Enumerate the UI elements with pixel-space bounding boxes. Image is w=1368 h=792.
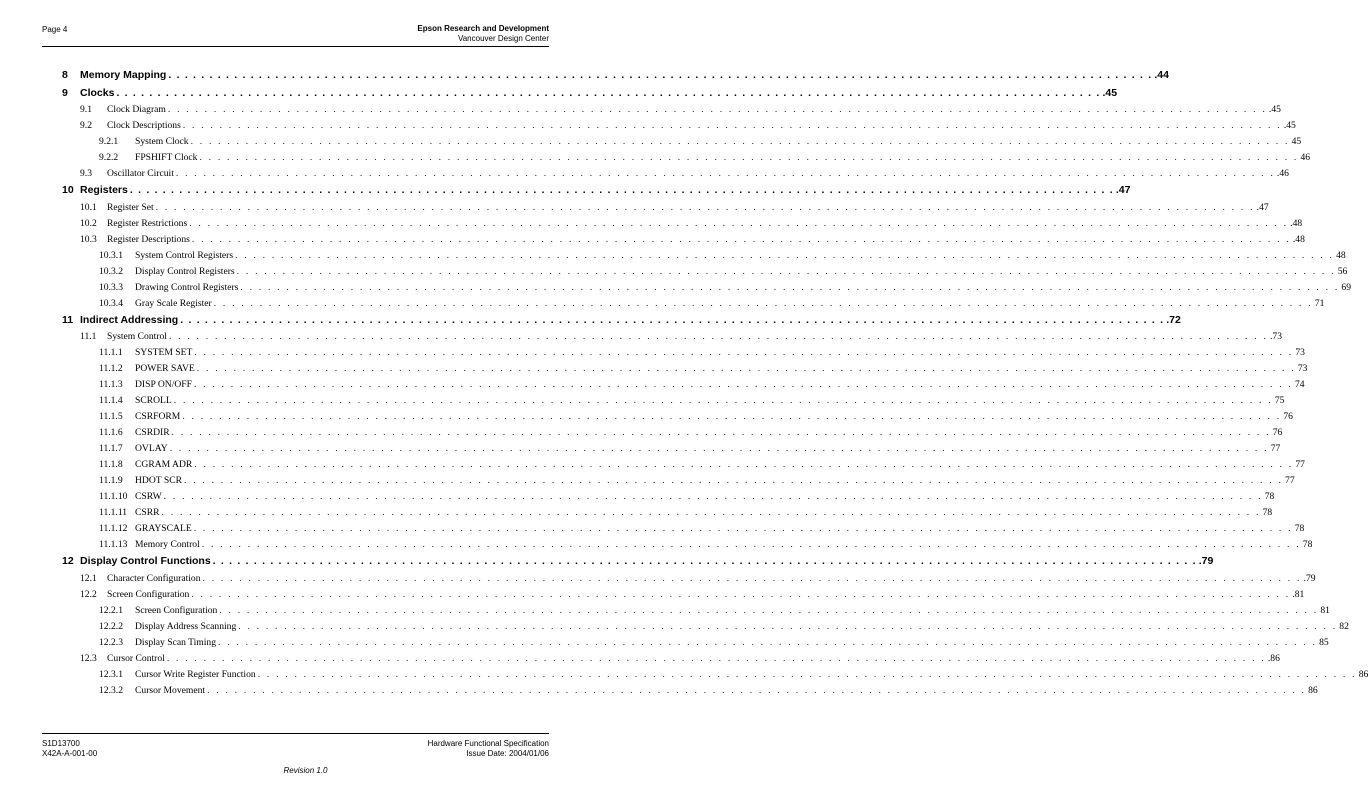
company-name: Epson Research and Development [417, 24, 549, 33]
toc-entry-number: 11.1.10 [99, 491, 128, 502]
toc-entry-page: 73 [1295, 347, 1305, 358]
toc-entry-title [80, 329, 167, 345]
toc-entry-page: .45 [1102, 86, 1118, 99]
toc-entry-page: .44 [1154, 69, 1169, 81]
toc-entry-number: 11.1.8 [99, 459, 123, 470]
dot-leader: . . . . . . . . . . . . . . . . . . . . . . . . . . . . . . . . . . . . . . . . . . . . . . . . . . . . . . . . . . . . . . . . . . . . . . . . . . . . . . . . . . . . . . . . . . . . . . . . . . . . . . . . . . . . . . . . . . . . . . . . [116, 86, 1101, 99]
document-number: X42A-A-001-00 [42, 749, 98, 758]
toc-entry-title [99, 425, 170, 441]
toc-entry[interactable] [62, 425, 1283, 441]
dot-leader: . . . . . . . . . . . . . . . . . . . . . . . . . . . . . . . . . . . . . . . . . . . . . . . . . . . . . . . . . . . . . . . . . . . . . . . . . . . . . . . . . . . . . . . . . . . . . . . . . . . . . . . . . . . . . . . . . . . . . . . . [194, 347, 1294, 358]
toc-entry-number: 12.3.1 [99, 668, 123, 680]
dot-leader: . . . . . . . . . . . . . . . . . . . . . . . . . . . . . . . . . . . . . . . . . . . . . . . . . . . . . . . . . . . . . . . . . . . . . . . . . . . . . . . . . . . . . . . . . . . . . . . . . . . . . . . . . . . . . . . . . . . . . . . . [191, 588, 1291, 600]
dot-leader: . . . . . . . . . . . . . . . . . . . . . . . . . . . . . . . . . . . . . . . . . . . . . . . . . . . . . . . . . . . . . . . . . . . . . . . . . . . . . . . . . . . . . . . . . . . . . . . . . . . . . . . . . . . . . . . . . . . . . . . . [169, 443, 1269, 454]
toc-entry[interactable] [62, 102, 1281, 118]
part-number: S1D13700 [42, 739, 80, 748]
toc-entry[interactable] [62, 85, 1118, 103]
toc-entry-text: CSRFORM [135, 411, 181, 422]
toc-entry[interactable] [62, 521, 1305, 537]
toc-entry-title [99, 409, 180, 425]
toc-entry-text: Oscillator Circuit [107, 168, 174, 179]
toc-entry-title [99, 280, 238, 296]
toc-entry-text: Register Set [107, 201, 154, 213]
dot-leader: . . . . . . . . . . . . . . . . . . . . . . . . . . . . . . . . . . . . . . . . . . . . . . . . . . . . . . . . . . . . . . . . . . . . . . . . . . . . . . . . . . . . . . . . . . . . . . . . . . . . . . . . . . . . . . . . . . . . . . . . [155, 201, 1255, 213]
toc-entry-title [80, 587, 189, 603]
toc-entry-title [99, 264, 235, 280]
toc-entry-title [99, 683, 205, 699]
toc-entry[interactable] [62, 457, 1305, 473]
toc-entry-page: 77 [1295, 459, 1305, 470]
toc-entry-text: Screen Configuration [135, 604, 218, 616]
toc-entry-text: Display Address Scanning [135, 620, 237, 632]
toc-entry-page: 77 [1270, 443, 1281, 454]
toc-entry-page: 76 [1283, 411, 1293, 422]
toc-entry-page: .81 [1292, 588, 1305, 600]
toc-entry-text: CGRAM ADR [135, 459, 193, 470]
toc-entry-page: 76 [1272, 427, 1283, 438]
toc-entry-number: 10 [62, 184, 74, 196]
toc-entry-number: 10.1 [80, 201, 97, 213]
toc-entry-text: CSRW [135, 491, 162, 502]
toc-entry[interactable] [62, 667, 1368, 683]
dot-leader: . . . . . . . . . . . . . . . . . . . . . . . . . . . . . . . . . . . . . . . . . . . . . . . . . . . . . . . . . . . . . . . . . . . . . . . . . . . . . . . . . . . . . . . . . . . . . . . . . . . . . . . . . . . . . . . . . . . . . . . . [199, 152, 1299, 163]
dot-leader: . . . . . . . . . . . . . . . . . . . . . . . . . . . . . . . . . . . . . . . . . . . . . . . . . . . . . . . . . . . . . . . . . . . . . . . . . . . . . . . . . . . . . . . . . . . . . . . . . . . . . . . . . . . . . . . . . . . . . . . . [161, 507, 1261, 518]
toc-entry[interactable] [62, 473, 1295, 489]
toc-entry-number: 11.1.9 [99, 475, 123, 486]
toc-entry[interactable] [62, 248, 1346, 264]
toc-entry-title [99, 457, 192, 473]
toc-entry[interactable] [62, 67, 1169, 85]
toc-entry-number: 11.1.1 [99, 347, 123, 358]
toc-entry-title [99, 537, 200, 553]
dot-leader: . . . . . . . . . . . . . . . . . . . . . . . . . . . . . . . . . . . . . . . . . . . . . . . . . . . . . . . . . . . . . . . . . . . . . . . . . . . . . . . . . . . . . . . . . . . . . . . . . . . . . . . . . . . . . . . . . . . . . . . . [184, 475, 1284, 486]
toc-entry-text: Display Control Functions [80, 555, 211, 567]
toc-entry-title [80, 216, 187, 232]
toc-entry-number: 11.1 [80, 331, 97, 342]
toc-entry-number: 11.1.3 [99, 379, 123, 390]
toc-entry-number: 12 [62, 555, 74, 567]
toc-entry-number: 12.2 [80, 588, 97, 600]
toc-entry-text: SCROLL [135, 395, 172, 406]
toc-entry-text: System Control Registers [135, 249, 234, 261]
dot-leader: . . . . . . . . . . . . . . . . . . . . . . . . . . . . . . . . . . . . . . . . . . . . . . . . . . . . . . . . . . . . . . . . . . . . . . . . . . . . . . . . . . . . . . . . . . . . . . . . . . . . . . . . . . . . . . . . . . . . . . . . [168, 69, 1153, 81]
toc-entry[interactable] [62, 166, 1289, 182]
toc-entry-text: Register Descriptions [107, 233, 190, 245]
toc-entry-page: 78 [1262, 507, 1273, 518]
dot-leader: . . . . . . . . . . . . . . . . . . . . . . . . . . . . . . . . . . . . . . . . . . . . . . . . . . . . . . . . . . . . . . . . . . . . . . . . . . . . . . . . . . . . . . . . . . . . . . . . . . . . . . . . . . . . . . . . . . . . . . . . [190, 136, 1290, 147]
dot-leader: . . . . . . . . . . . . . . . . . . . . . . . . . . . . . . . . . . . . . . . . . . . . . . . . . . . . . . . . . . . . . . . . . . . . . . . . . . . . . . . . . . . . . . . . . . . . . . . . . . . . . . . . . . . . . . . . . . . . . . . . [238, 620, 1338, 632]
toc-entry-page: 46 [1300, 152, 1311, 163]
dot-leader: . . . . . . . . . . . . . . . . . . . . . . . . . . . . . . . . . . . . . . . . . . . . . . . . . . . . . . . . . . . . . . . . . . . . . . . . . . . . . . . . . . . . . . . . . . . . . . . . . . . . . . . . . . . . . . . . . . . . . . . . [180, 313, 1165, 326]
toc-entry-title [80, 200, 154, 216]
toc-entry-number: 10.3.4 [99, 297, 123, 309]
toc-entry-page: 45 [1291, 136, 1302, 147]
toc-entry-title [80, 102, 166, 118]
toc-entry-text: System Clock [135, 136, 189, 147]
toc-entry-text: GRAYSCALE [135, 523, 192, 534]
toc-entry[interactable] [62, 377, 1305, 393]
toc-entry-text: Character Configuration [107, 572, 201, 584]
toc-entry-text: Cursor Movement [135, 684, 206, 696]
page-number: Page 4 [42, 25, 68, 34]
toc-entry-page: .72 [1166, 313, 1181, 326]
toc-entry-number: 11.1.11 [99, 507, 128, 518]
toc-entry[interactable] [62, 216, 1303, 232]
toc-entry-text: Screen Configuration [107, 588, 190, 600]
toc-entry[interactable] [62, 280, 1352, 296]
toc-entry-title [99, 489, 162, 505]
design-center: Vancouver Design Center [457, 34, 549, 43]
toc-entry-page: .48 [1292, 233, 1305, 245]
toc-entry-number: 12.2.1 [99, 604, 123, 616]
toc-entry[interactable] [62, 312, 1181, 330]
toc-entry-title [99, 619, 236, 635]
toc-entry-page: .79 [1303, 572, 1316, 584]
toc-entry-text: Clocks [80, 86, 115, 99]
toc-entry-title [62, 67, 166, 85]
dot-leader: . . . . . . . . . . . . . . . . . . . . . . . . . . . . . . . . . . . . . . . . . . . . . . . . . . . . . . . . . . . . . . . . . . . . . . . . . . . . . . . . . . . . . . . . . . . . . . . . . . . . . . . . . . . . . . . . . . . . . . . . [166, 652, 1266, 664]
toc-entry[interactable] [62, 200, 1269, 216]
dot-leader: . . . . . . . . . . . . . . . . . . . . . . . . . . . . . . . . . . . . . . . . . . . . . . . . . . . . . . . . . . . . . . . . . . . . . . . . . . . . . . . . . . . . . . . . . . . . . . . . . . . . . . . . . . . . . . . . . . . . . . . . [218, 636, 1318, 648]
toc-entry-number: 11.1.6 [99, 427, 123, 438]
toc-entry-title [99, 361, 195, 377]
toc-entry[interactable] [62, 393, 1285, 409]
dot-leader: . . . . . . . . . . . . . . . . . . . . . . . . . . . . . . . . . . . . . . . . . . . . . . . . . . . . . . . . . . . . . . . . . . . . . . . . . . . . . . . . . . . . . . . . . . . . . . . . . . . . . . . . . . . . . . . . . . . . . . . . [167, 104, 1267, 115]
footer-rule [42, 733, 549, 734]
toc-entry-page: 56 [1337, 265, 1348, 277]
toc-entry-text: Memory Control [135, 539, 200, 550]
toc-entry-page: 78 [1302, 539, 1313, 550]
toc-entry-text: DISP ON/OFF [135, 379, 192, 390]
toc-entry-number: 12.2.2 [99, 620, 123, 632]
toc-entry-title [99, 441, 168, 457]
toc-entry-number: 12.1 [80, 572, 97, 584]
toc-entry-number: 10.3.1 [99, 249, 123, 261]
header-rule [42, 46, 549, 47]
toc-entry-page: 81 [1320, 604, 1330, 616]
toc-entry-page: 85 [1319, 636, 1329, 648]
toc-entry-number: 12.3.2 [99, 684, 123, 696]
toc-entry-number: 9.1 [80, 104, 92, 115]
toc-entry-text: Cursor Control [107, 652, 165, 664]
toc-entry-number: 11.1.5 [99, 411, 123, 422]
toc-entry[interactable] [62, 587, 1305, 603]
toc-entry[interactable] [62, 441, 1281, 457]
toc-entry-text: Clock Diagram [107, 104, 166, 115]
dot-leader: . . . . . . . . . . . . . . . . . . . . . . . . . . . . . . . . . . . . . . . . . . . . . . . . . . . . . . . . . . . . . . . . . . . . . . . . . . . . . . . . . . . . . . . . . . . . . . . . . . . . . . . . . . . . . . . . . . . . . . . . [212, 555, 1197, 567]
toc-entry-number: 11.1.13 [99, 539, 128, 550]
toc-entry-page: 78 [1264, 491, 1275, 502]
toc-entry[interactable] [62, 182, 1131, 200]
toc-entry-number: 10.3 [80, 233, 97, 245]
toc-entry-page: 74 [1295, 379, 1305, 390]
toc-entry-text: HDOT SCR [135, 475, 183, 486]
toc-entry-text: CSRR [135, 507, 160, 518]
dot-leader: . . . . . . . . . . . . . . . . . . . . . . . . . . . . . . . . . . . . . . . . . . . . . . . . . . . . . . . . . . . . . . . . . . . . . . . . . . . . . . . . . . . . . . . . . . . . . . . . . . . . . . . . . . . . . . . . . . . . . . . . [182, 411, 1282, 422]
toc-entry-page: 48 [1336, 249, 1346, 261]
dot-leader: . . . . . . . . . . . . . . . . . . . . . . . . . . . . . . . . . . . . . . . . . . . . . . . . . . . . . . . . . . . . . . . . . . . . . . . . . . . . . . . . . . . . . . . . . . . . . . . . . . . . . . . . . . . . . . . . . . . . . . . . [171, 427, 1271, 438]
footer-right [428, 739, 549, 759]
footer-left [42, 739, 97, 759]
toc-entry-page: 69 [1341, 281, 1352, 293]
toc-entry[interactable] [62, 651, 1280, 667]
dot-leader: . . . . . . . . . . . . . . . . . . . . . . . . . . . . . . . . . . . . . . . . . . . . . . . . . . . . . . . . . . . . . . . . . . . . . . . . . . . . . . . . . . . . . . . . . . . . . . . . . . . . . . . . . . . . . . . . . . . . . . . . [175, 168, 1275, 179]
dot-leader: . . . . . . . . . . . . . . . . . . . . . . . . . . . . . . . . . . . . . . . . . . . . . . . . . . . . . . . . . . . . . . . . . . . . . . . . . . . . . . . . . . . . . . . . . . . . . . . . . . . . . . . . . . . . . . . . . . . . . . . . [235, 249, 1335, 261]
toc-entry[interactable] [62, 134, 1302, 150]
toc-entry-text: OVLAY [135, 443, 168, 454]
dot-leader: . . . . . . . . . . . . . . . . . . . . . . . . . . . . . . . . . . . . . . . . . . . . . . . . . . . . . . . . . . . . . . . . . . . . . . . . . . . . . . . . . . . . . . . . . . . . . . . . . . . . . . . . . . . . . . . . . . . . . . . . [257, 668, 1357, 680]
toc-entry-number: 11.1.12 [99, 523, 128, 534]
toc-entry[interactable] [62, 571, 1316, 587]
toc-entry-text: Cursor Write Register Function [135, 668, 256, 680]
toc-entry-text: POWER SAVE [135, 363, 195, 374]
toc-entry-text: FPSHIFT Clock [135, 152, 198, 163]
toc-entry-title [99, 296, 212, 312]
toc-entry-page: .79 [1198, 555, 1214, 567]
dot-leader: . . . . . . . . . . . . . . . . . . . . . . . . . . . . . . . . . . . . . . . . . . . . . . . . . . . . . . . . . . . . . . . . . . . . . . . . . . . . . . . . . . . . . . . . . . . . . . . . . . . . . . . . . . . . . . . . . . . . . . . . [201, 539, 1301, 550]
toc-entry[interactable] [62, 264, 1348, 280]
toc-entry-title [99, 150, 197, 166]
toc-entry-page: 82 [1339, 620, 1349, 632]
toc-entry-page: .45 [1268, 104, 1281, 115]
toc-entry-page: 75 [1274, 395, 1285, 406]
toc-entry-page: 86 [1308, 684, 1318, 696]
issue-date: Issue Date: 2004/01/06 [466, 749, 549, 758]
spec-title: Hardware Functional Specification [427, 739, 549, 748]
toc-entry-text: Register Restrictions [107, 217, 188, 229]
toc-entry-page: 73 [1297, 363, 1308, 374]
toc-entry[interactable] [62, 603, 1330, 619]
toc-entry[interactable] [62, 553, 1214, 571]
toc-entry[interactable] [62, 118, 1296, 134]
toc-entry-title [80, 166, 174, 182]
toc-entry[interactable] [62, 635, 1329, 651]
dot-leader: . . . . . . . . . . . . . . . . . . . . . . . . . . . . . . . . . . . . . . . . . . . . . . . . . . . . . . . . . . . . . . . . . . . . . . . . . . . . . . . . . . . . . . . . . . . . . . . . . . . . . . . . . . . . . . . . . . . . . . . . [182, 120, 1282, 131]
toc-entry-text: Registers [80, 184, 128, 196]
toc-entry[interactable] [62, 409, 1293, 425]
toc-entry-text: Indirect Addressing [80, 313, 179, 326]
dot-leader: . . . . . . . . . . . . . . . . . . . . . . . . . . . . . . . . . . . . . . . . . . . . . . . . . . . . . . . . . . . . . . . . . . . . . . . . . . . . . . . . . . . . . . . . . . . . . . . . . . . . . . . . . . . . . . . . . . . . . . . . [193, 523, 1293, 534]
toc-entry-title [80, 118, 181, 134]
toc-entry-title [99, 521, 192, 537]
toc-entry[interactable] [62, 683, 1318, 699]
dot-leader: . . . . . . . . . . . . . . . . . . . . . . . . . . . . . . . . . . . . . . . . . . . . . . . . . . . . . . . . . . . . . . . . . . . . . . . . . . . . . . . . . . . . . . . . . . . . . . . . . . . . . . . . . . . . . . . . . . . . . . . . [240, 281, 1340, 293]
dot-leader: . . . . . . . . . . . . . . . . . . . . . . . . . . . . . . . . . . . . . . . . . . . . . . . . . . . . . . . . . . . . . . . . . . . . . . . . . . . . . . . . . . . . . . . . . . . . . . . . . . . . . . . . . . . . . . . . . . . . . . . . [163, 491, 1263, 502]
toc-entry-number: 9.3 [80, 168, 92, 179]
document-header [417, 24, 549, 44]
dot-leader: . . . . . . . . . . . . . . . . . . . . . . . . . . . . . . . . . . . . . . . . . . . . . . . . . . . . . . . . . . . . . . . . . . . . . . . . . . . . . . . . . . . . . . . . . . . . . . . . . . . . . . . . . . . . . . . . . . . . . . . . [202, 572, 1302, 584]
toc-entry[interactable] [62, 537, 1313, 553]
revision: Revision 1.0 [283, 766, 328, 775]
toc-entry-page: 86 [1358, 668, 1368, 680]
toc-entry-page: .45 [1283, 120, 1296, 131]
toc-entry[interactable] [62, 345, 1305, 361]
toc-entry[interactable] [62, 505, 1273, 521]
toc-entry-text: SYSTEM SET [135, 347, 193, 358]
toc-entry-number: 11 [62, 313, 74, 326]
toc-entry-title [62, 85, 114, 103]
toc-entry-title [99, 635, 216, 651]
dot-leader: . . . . . . . . . . . . . . . . . . . . . . . . . . . . . . . . . . . . . . . . . . . . . . . . . . . . . . . . . . . . . . . . . . . . . . . . . . . . . . . . . . . . . . . . . . . . . . . . . . . . . . . . . . . . . . . . . . . . . . . . [129, 184, 1114, 196]
toc-entry-title [99, 603, 217, 619]
toc-entry-page: 77 [1285, 475, 1295, 486]
dot-leader: . . . . . . . . . . . . . . . . . . . . . . . . . . . . . . . . . . . . . . . . . . . . . . . . . . . . . . . . . . . . . . . . . . . . . . . . . . . . . . . . . . . . . . . . . . . . . . . . . . . . . . . . . . . . . . . . . . . . . . . . [168, 331, 1268, 342]
toc-entry-title [80, 232, 190, 248]
toc-entry[interactable] [62, 619, 1349, 635]
toc-entry-number: 12.2.3 [99, 636, 123, 648]
toc-entry-page: .48 [1290, 217, 1303, 229]
toc-entry-title [99, 248, 233, 264]
toc-entry-page: 71 [1314, 297, 1325, 309]
toc-entry-number: 9.2 [80, 120, 92, 131]
toc-entry-title [80, 571, 201, 587]
toc-entry-title [62, 182, 128, 200]
toc-entry-title [62, 312, 178, 330]
toc-entry-number: 8 [62, 69, 68, 81]
toc-entry-title [99, 134, 189, 150]
toc-entry-page: .46 [1276, 168, 1289, 179]
toc-entry-number: 11.1.7 [99, 443, 123, 454]
toc-entry-text: CSRDIR [135, 427, 170, 438]
toc-entry-title [99, 377, 192, 393]
toc-entry-number: 11.1.4 [99, 395, 123, 406]
dot-leader: . . . . . . . . . . . . . . . . . . . . . . . . . . . . . . . . . . . . . . . . . . . . . . . . . . . . . . . . . . . . . . . . . . . . . . . . . . . . . . . . . . . . . . . . . . . . . . . . . . . . . . . . . . . . . . . . . . . . . . . . [196, 363, 1296, 374]
table-of-contents [62, 67, 1368, 699]
toc-entry-text: System Control [107, 331, 167, 342]
toc-entry[interactable] [62, 329, 1282, 345]
dot-leader: . . . . . . . . . . . . . . . . . . . . . . . . . . . . . . . . . . . . . . . . . . . . . . . . . . . . . . . . . . . . . . . . . . . . . . . . . . . . . . . . . . . . . . . . . . . . . . . . . . . . . . . . . . . . . . . . . . . . . . . . [193, 379, 1293, 390]
toc-entry-number: 12.3 [80, 652, 97, 664]
toc-entry-title [99, 505, 160, 521]
dot-leader: . . . . . . . . . . . . . . . . . . . . . . . . . . . . . . . . . . . . . . . . . . . . . . . . . . . . . . . . . . . . . . . . . . . . . . . . . . . . . . . . . . . . . . . . . . . . . . . . . . . . . . . . . . . . . . . . . . . . . . . . [173, 395, 1273, 406]
toc-entry-text: Display Control Registers [135, 265, 235, 277]
toc-entry-page: .47 [1115, 184, 1131, 196]
toc-entry-number: 9.2.2 [99, 152, 119, 163]
dot-leader: . . . . . . . . . . . . . . . . . . . . . . . . . . . . . . . . . . . . . . . . . . . . . . . . . . . . . . . . . . . . . . . . . . . . . . . . . . . . . . . . . . . . . . . . . . . . . . . . . . . . . . . . . . . . . . . . . . . . . . . . [207, 684, 1307, 696]
dot-leader: . . . . . . . . . . . . . . . . . . . . . . . . . . . . . . . . . . . . . . . . . . . . . . . . . . . . . . . . . . . . . . . . . . . . . . . . . . . . . . . . . . . . . . . . . . . . . . . . . . . . . . . . . . . . . . . . . . . . . . . . [236, 265, 1336, 277]
toc-entry-number: 10.2 [80, 217, 97, 229]
toc-entry[interactable] [62, 232, 1305, 248]
toc-entry-text: Gray Scale Register [135, 297, 212, 309]
toc-entry[interactable] [62, 296, 1325, 312]
toc-entry-text: Memory Mapping [80, 69, 167, 81]
dot-leader: . . . . . . . . . . . . . . . . . . . . . . . . . . . . . . . . . . . . . . . . . . . . . . . . . . . . . . . . . . . . . . . . . . . . . . . . . . . . . . . . . . . . . . . . . . . . . . . . . . . . . . . . . . . . . . . . . . . . . . . . [213, 297, 1313, 309]
toc-entry[interactable] [62, 361, 1308, 377]
toc-entry-text: Drawing Control Registers [135, 281, 239, 293]
toc-entry-number: 9.2.1 [99, 136, 119, 147]
toc-entry-title [99, 345, 192, 361]
toc-entry-title [99, 473, 182, 489]
toc-entry[interactable] [62, 150, 1311, 166]
toc-entry-number: 11.1.2 [99, 363, 123, 374]
toc-entry-number: 10.3.2 [99, 265, 123, 277]
dot-leader: . . . . . . . . . . . . . . . . . . . . . . . . . . . . . . . . . . . . . . . . . . . . . . . . . . . . . . . . . . . . . . . . . . . . . . . . . . . . . . . . . . . . . . . . . . . . . . . . . . . . . . . . . . . . . . . . . . . . . . . . [194, 459, 1294, 470]
dot-leader: . . . . . . . . . . . . . . . . . . . . . . . . . . . . . . . . . . . . . . . . . . . . . . . . . . . . . . . . . . . . . . . . . . . . . . . . . . . . . . . . . . . . . . . . . . . . . . . . . . . . . . . . . . . . . . . . . . . . . . . . [191, 233, 1291, 245]
toc-entry-page: .86 [1267, 652, 1280, 664]
dot-leader: . . . . . . . . . . . . . . . . . . . . . . . . . . . . . . . . . . . . . . . . . . . . . . . . . . . . . . . . . . . . . . . . . . . . . . . . . . . . . . . . . . . . . . . . . . . . . . . . . . . . . . . . . . . . . . . . . . . . . . . . [219, 604, 1319, 616]
toc-entry-number: 9 [62, 86, 68, 99]
toc-entry-title [99, 667, 256, 683]
toc-entry-text: Clock Descriptions [107, 120, 181, 131]
toc-entry-number: 10.3.3 [99, 281, 123, 293]
toc-entry[interactable] [62, 489, 1275, 505]
toc-entry-page: .47 [1256, 201, 1269, 213]
toc-entry-page: .73 [1270, 331, 1282, 342]
toc-entry-title [99, 393, 172, 409]
toc-entry-page: 78 [1294, 523, 1305, 534]
dot-leader: . . . . . . . . . . . . . . . . . . . . . . . . . . . . . . . . . . . . . . . . . . . . . . . . . . . . . . . . . . . . . . . . . . . . . . . . . . . . . . . . . . . . . . . . . . . . . . . . . . . . . . . . . . . . . . . . . . . . . . . . [189, 217, 1289, 229]
toc-entry-title [80, 651, 165, 667]
toc-entry-text: Display Scan Timing [135, 636, 217, 648]
toc-entry-title [62, 553, 211, 571]
